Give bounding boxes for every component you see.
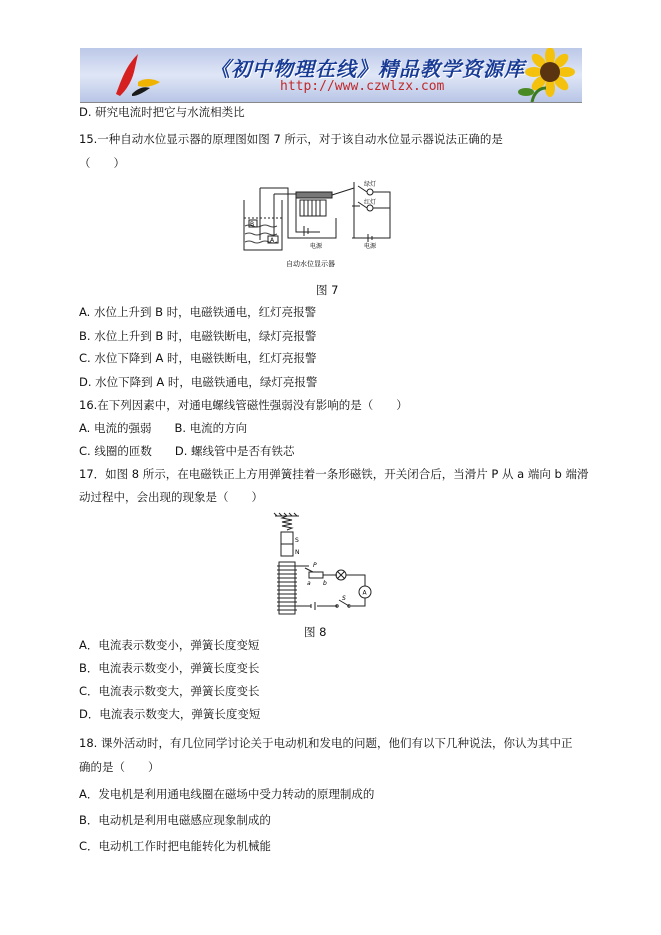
ammeter-label: A	[362, 589, 367, 597]
banner-url: http://www.czwlzx.com	[280, 79, 445, 94]
spring	[282, 516, 292, 530]
power-label-2: 电源	[364, 243, 377, 250]
figure-7-diagram	[240, 178, 420, 274]
figure-8-caption: 图 8	[304, 625, 327, 639]
question-15-option-d: D. 水位下降到 A 时，电磁铁通电，绿灯亮报警	[79, 375, 318, 389]
question-15-option-a: A. 水位上升到 B 时，电磁铁通电，红灯亮报警	[79, 305, 317, 319]
question-16-options-ab: A. 电流的强弱 B. 电流的方向	[79, 421, 248, 435]
question-18-option-b: B．电动机是利用电磁感应现象制成的	[79, 813, 271, 827]
question-17-option-c: C．电流表示数变大，弹簧长度变长	[79, 684, 260, 698]
magnet-s-label: S	[295, 537, 299, 544]
electromagnet	[296, 192, 332, 216]
figure-7-caption: 图 7	[316, 283, 339, 297]
question-18-option-c: C．电动机工作时把电能转化为机械能	[79, 839, 272, 853]
figure-8-diagram	[265, 512, 375, 622]
option-d-previous: D. 研究电流时把它与水流相类比	[79, 105, 245, 119]
label-a: A	[270, 237, 275, 244]
question-17-text-2: 动过程中，会出现的现象是（ ）	[79, 490, 263, 504]
water-tank	[244, 188, 282, 250]
red-lamp-label: 红灯	[364, 199, 377, 206]
question-17-option-d: D．电流表示数变大，弹簧长度变短	[79, 707, 261, 721]
header-divider	[80, 102, 582, 103]
header-banner	[80, 48, 582, 103]
green-lamp-label: 绿灯	[364, 181, 377, 188]
sunflower-icon	[512, 48, 582, 102]
question-15-blank: （ ）	[79, 156, 125, 170]
question-18-text: 18. 课外活动时，有几位同学讨论关于电动机和发电的问题，他们有以下几种说法，你认为其中正	[79, 736, 573, 750]
banner-title: 《初中物理在线》精品教学资源库	[210, 57, 525, 81]
figure-7-title: 自动水位显示器	[286, 260, 335, 268]
question-15-option-b: B. 水位上升到 B 时，电磁铁断电，绿灯亮报警	[79, 329, 317, 343]
question-17-option-a: A．电流表示数变小，弹簧长度变短	[79, 638, 260, 652]
switch-s-label: S	[342, 595, 346, 602]
magnet-n-label: N	[295, 549, 300, 556]
question-16-text: 16.在下列因素中，对通电螺线管磁性强弱没有影响的是（ ）	[79, 398, 408, 412]
rheostat-b-label: b	[323, 580, 327, 587]
rheostat-a-label: a	[307, 580, 311, 587]
label-b: B	[250, 221, 255, 228]
question-17-option-b: B．电流表示数变小，弹簧长度变长	[79, 661, 260, 675]
question-16-options-cd: C. 线圈的匝数 D. 螺线管中是否有铁芯	[79, 444, 295, 458]
site-logo-icon	[108, 48, 168, 102]
question-15-text: 15.一种自动水位显示器的原理图如图 7 所示，对于该自动水位显示器说法正确的是	[79, 132, 503, 146]
power-label-1: 电源	[310, 243, 323, 250]
question-15-option-c: C. 水位下降到 A 时，电磁铁断电，红灯亮报警	[79, 351, 317, 365]
question-17-text: 17．如图 8 所示，在电磁铁正上方用弹簧挂着一条形磁铁，开关闭合后，当滑片 P 从 a 端向 b 端滑	[79, 467, 589, 481]
question-18-text-2: 确的是（ ）	[79, 760, 160, 774]
question-18-option-a: A．发电机是利用通电线圈在磁场中受力转动的原理制成的	[79, 787, 375, 801]
slider-p-label: P	[313, 562, 317, 569]
